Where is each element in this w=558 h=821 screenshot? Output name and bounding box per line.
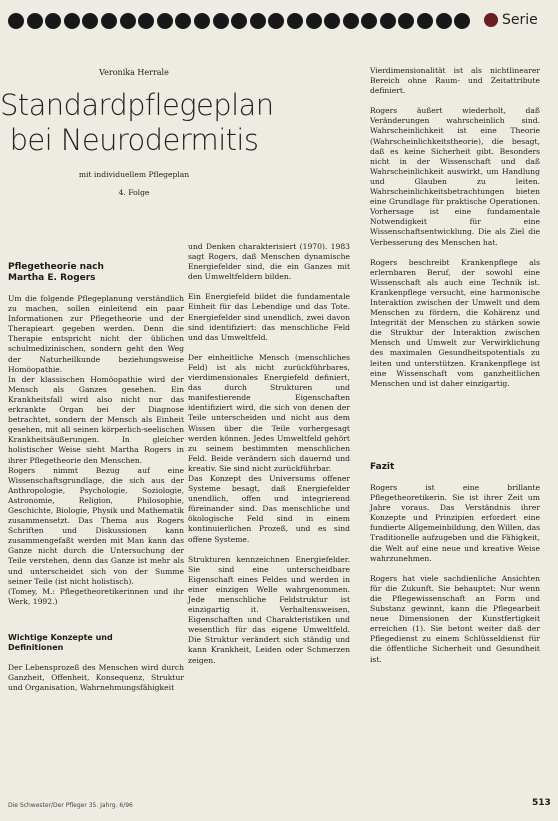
decorative-dot <box>343 13 359 29</box>
series-label: Serie <box>502 12 538 28</box>
body-paragraph: Rogers beschreibt Krankenpflege als erlernbaren Beruf, der sowohl eine Wissenschaft als auch eine Technik ist. Krankenpflege versucht, eine harmonische Interaktion zwischen der Umwelt und dem Menschen zu fördern, die Kohärenz und Integrität der Menschen zu stärken sowie die Struktur der Interaktion zwischen Mensch und Umwelt zur Verwirklichung des maximalen Gesundheitspotentials zu leiten und unterstützen. Krankenpflege ist eine Wissenschaft vom ganzheitlichen Menschen und ist daher einzigartig. <box>370 257 540 388</box>
decorative-dot <box>398 13 414 29</box>
decorative-dot <box>64 13 80 29</box>
decorative-dot <box>213 13 229 29</box>
column-1 <box>8 262 184 693</box>
article-title: Standardpflegeplan bei Neurodermitis <box>0 88 274 157</box>
decorative-dot <box>436 13 452 29</box>
decorative-dot <box>82 13 98 29</box>
decorative-dot <box>380 13 396 29</box>
body-paragraph: Rogers hat viele sachdienliche Ansichten für die Zukunft. Sie behauptet: Nur wenn die Pflegewissenschaft an Form und Substanz gewinnt, kann die Pflegearbeit neue Dimensionen der Kunstfertigkeit erreichen (1). Sie betont weiter daß der Pflegedienst zu einem Schlüsseldienst für die öffentliche Sicherheit und Gesundheit ist. <box>370 573 540 664</box>
decorative-dot <box>324 13 340 29</box>
body-paragraph: Ein Energiefeld bildet die fundamentale Einheit für das Lebendige und das Tote. Energiefelder sind unendlich, zwei davon sind identifiziert: das menschliche Feld und das Umweltfeld. <box>188 292 350 342</box>
decorative-dot <box>287 13 303 29</box>
decorative-dot-row <box>8 8 470 34</box>
section-heading: Fazit <box>370 462 395 472</box>
column-3-top <box>370 66 540 389</box>
decorative-dot <box>194 13 210 29</box>
decorative-dot <box>27 13 43 29</box>
body-paragraph: Strukturen kennzeichnen Energiefelder. Sie sind eine unterscheidbare Eigenschaft eines Feldes und werden in einer einzigen Welle wahrgenommen. Jede menschliche Feldstruktur ist einzigartig it. Verhaltensweisen, Eigenschaften und Charakteristiken und wesentlich für das eigene Umweltfeld. Die Struktur verändert sich ständig und kann Krankheit, Leiden oder Schmerzen zeigen. <box>188 554 350 665</box>
author-name: Veronika Herrale <box>99 68 169 77</box>
decorative-dot <box>231 13 247 29</box>
decorative-dot <box>250 13 266 29</box>
decorative-dot <box>138 13 154 29</box>
decorative-dot <box>417 13 433 29</box>
series-part: 4. Folge <box>118 188 150 197</box>
section-heading: Martha E. Rogers <box>8 273 96 283</box>
article-subtitle: mit individuellem Pflegeplan <box>78 170 190 179</box>
section-heading: Pflegetheorie nach <box>8 262 104 272</box>
body-paragraph: Das Konzept des Universums offener Systeme besagt, daß Energiefelder unendlich, offen und integrierend füreinander sind. Das menschliche und ökologische Feld sind in einem kontinuierlichen Prozeß, und es sind offene Systeme. <box>188 473 350 544</box>
body-paragraph: Vierdimensionalität ist als nichtlinearer Bereich ohne Raum- und Zeitattribute definiert. <box>370 66 540 96</box>
body-paragraph: Rogers äußert wiederholt, daß Veränderungen wahrscheinlich sind. Wahrscheinlichkeit ist eine Theorie (Wahrscheinlichkeitstheorie), die besagt, daß es keine Sicherheit gibt. Besonders nicht in der Wissenschaft und daß Wahrscheinlichkeit auswirkt, um Handlung und Glauben zu leiten. Wahrscheinlichkeitsbetrachtungen bieten eine Grundlage für praktische Operationen. Vorhersage ist eine fundamentale Notwendigkeit für eine Wissenschaftsentwicklung. Die als Ziel die Verbesserung des Menschen hat. <box>370 106 540 247</box>
body-paragraph: Um die folgende Pflegeplanung verständlich zu machen, sollen einleitend ein paar Informationen zur Pflegetheorie und der Therapieart gegeben werden. Denn die Therapie entspricht nicht der üblichen schulmedizinischen, sondern geht den Weg der Naturheilkunde beziehungsweise Homöopathie. <box>8 294 184 374</box>
section-heading: Definitionen <box>8 642 64 652</box>
series-badge <box>484 12 538 28</box>
series-dot-icon <box>484 13 498 27</box>
column-3-bottom <box>370 462 540 665</box>
decorative-dot <box>268 13 284 29</box>
decorative-dot <box>361 13 377 29</box>
citation: (Tomey, M.: Pflegetheoretikerinnen und ihr Werk, 1992.) <box>8 586 184 606</box>
decorative-dot <box>120 13 136 29</box>
page-number: 513 <box>532 798 551 808</box>
decorative-dot <box>306 13 322 29</box>
decorative-dot <box>157 13 173 29</box>
journal-footer: Die Schwester/Der Pfleger 35. Jahrg. 6/96 <box>8 802 133 809</box>
body-paragraph: und Denken charakterisiert (1970). 1983 sagt Rogers, daß Menschen dynamische Energiefelder sind, die ein Ganzes mit den Umweltfeldern bilden. <box>188 242 350 282</box>
decorative-dot <box>454 13 470 29</box>
body-paragraph: Rogers ist eine brillante Pflegetheoretikerin. Sie ist ihrer Zeit um Jahre voraus. Das Verständnis ihrer Konzepte und Prinzipien erfordert eine fundierte Allgemeinbildung, den Willen, das Traditionelle aufzugeben und die Fähigkeit, die Welt auf eine neue und kreative Weise wahrzunehmen. <box>370 483 540 563</box>
column-2 <box>188 242 350 666</box>
body-paragraph: Der Lebensprozeß des Menschen wird durch Ganzheit, Offenheit, Konsequenz, Struktur und Organisation, Wahrnehmungsfähigkeit <box>8 662 184 693</box>
body-paragraph: Der einheitliche Mensch (menschliches Feld) ist als nicht zurückführbares, vierdimensionales Energiefeld definiert, das durch Strukturen und manifestierende Eigenschaften identifiziert wird, die sich von denen der Teile unterscheiden und nicht aus dem Wissen über die Teile vorhergesagt werden können. Jedes Umweltfeld gehört zu seinem bestimmten menschlichen Feld. Beide verändern sich dauernd und kreativ. Sie sind nicht zurückführbar. <box>188 352 350 473</box>
body-paragraph: Rogers nimmt Bezug auf eine Wissenschaftsgrundlage, die sich aus der Anthropologie, Psychologie, Soziologie, Astronomie, Religion, Philosophie, Geschichte, Biologie, Physik und Mathematik zusammensetzt. Das Thema aus Rogers Schriften und Diskussionen kann zusammengefaßt werden mit Man kann das Ganze nicht durch die Untersuchung der Teile verstehen, denn das Ganze ist mehr als und unterscheidet sich von der Summe seiner Teile (ist nicht holistisch). <box>8 465 184 586</box>
section-heading: Wichtige Konzepte und <box>8 632 113 642</box>
decorative-dot <box>8 13 24 29</box>
decorative-dot <box>101 13 117 29</box>
body-paragraph: In der klassischen Homöopathie wird der Mensch als Ganzes gesehen. Ein Krankheitsfall wird also nicht nur das erkrankte Organ bei der Diagnose betrachtet, sondern der Mensch als Einheit gesehen, mit all seinen körperlich-seelischen Krankheitsäußerungen. In gleicher holistischer Weise sieht Martha Rogers in ihrer Pflegetheorie den Menschen. <box>8 374 184 465</box>
decorative-dot <box>175 13 191 29</box>
decorative-dot <box>45 13 61 29</box>
